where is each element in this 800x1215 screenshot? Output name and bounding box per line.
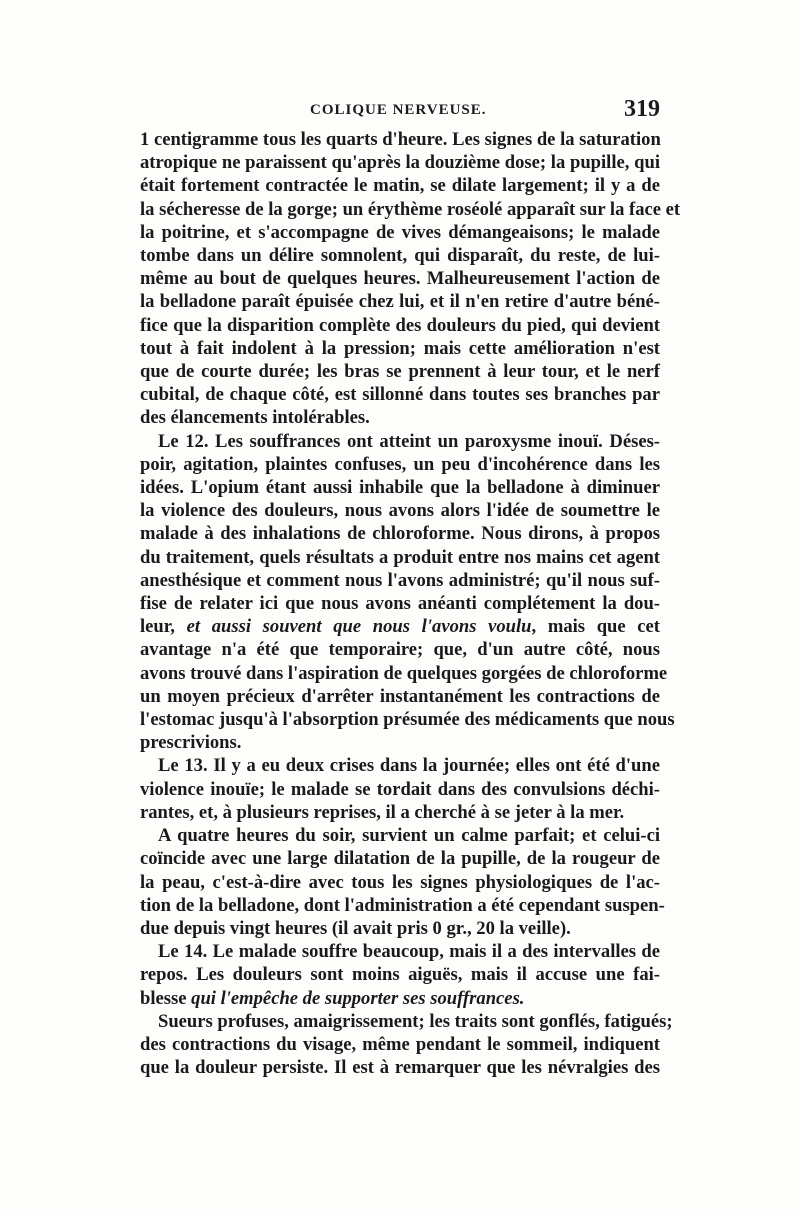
text-line: Le 13. Il y a eu deux crises dans la journée; elles ont été d'une	[158, 755, 660, 777]
text-line: que de courte durée; les bras se prennent à leur tour, et le nerf	[140, 361, 660, 383]
text-line: la belladone paraît épuisée chez lui, et il n'en retire d'autre béné-	[140, 291, 660, 313]
text-line: des élancements intolérables.	[140, 407, 370, 429]
paragraph	[140, 754, 660, 824]
text-line: coïncide avec une large dilatation de la pupille, de la rougeur de	[140, 848, 660, 870]
text-line: l'estomac jusqu'à l'absorption présumée des médicaments que nous	[140, 709, 675, 731]
text-line: idées. L'opium étant aussi inhabile que la belladone à diminuer	[140, 477, 660, 499]
text-line: malade à des inhalations de chloroforme. Nous dirons, à propos	[140, 523, 660, 545]
text-line: avantage n'a été que temporaire; que, d'un autre côté, nous	[140, 639, 660, 661]
text-run: leur,	[140, 616, 187, 638]
page-number: 319	[624, 96, 660, 122]
text-run: blesse	[140, 987, 192, 1009]
running-title: COLIQUE NERVEUSE.	[310, 102, 487, 118]
text-line: 1 centigramme tous les quarts d'heure. Les signes de la saturation	[140, 129, 661, 150]
text-line: repos. Les douleurs sont moins aiguës, mais il accuse une fai-	[140, 964, 660, 986]
italic-run: qui l'empêche de supporter ses souffrances.	[191, 987, 525, 1009]
text-line: la peau, c'est-à-dire avec tous les signes physiologiques de l'ac-	[140, 871, 660, 893]
text-line: tout à fait indolent à la pression; mais cette amélioration n'est	[140, 337, 660, 359]
paragraph	[140, 430, 675, 755]
paragraph	[140, 940, 660, 1010]
text-line: la violence des douleurs, nous avons alors l'idée de soumettre le	[140, 500, 660, 522]
text-line: cubital, de chaque côté, est sillonné dans toutes ses branches par	[140, 384, 660, 406]
text-line: atropique ne paraissent qu'après la douzième dose; la pupille, qui	[140, 152, 660, 174]
text-line: fice que la disparition complète des douleurs du pied, qui devient	[140, 314, 660, 336]
paragraph	[140, 824, 665, 940]
text-line: due depuis vingt heures (il avait pris 0 gr., 20 la veille).	[140, 917, 571, 939]
text-line: même au bout de quelques heures. Malheureusement l'action de	[140, 268, 660, 290]
text-line: du traitement, quels résultats a produit entre nos mains cet agent	[140, 546, 660, 568]
text-line: avons trouvé dans l'aspiration de quelques gorgées de chloroforme	[140, 662, 668, 684]
text-line: anesthésique et comment nous l'avons administré; qu'il nous suf-	[140, 569, 660, 591]
text-line: prescrivions.	[140, 732, 242, 754]
text-line: la poitrine, et s'accompagne de vives démangeaisons; le malade	[140, 221, 660, 243]
text-line: A quatre heures du soir, survient un calme parfait; et celui-ci	[158, 825, 660, 847]
text-line: la sécheresse de la gorge; un érythème roséolé apparaît sur la face et	[140, 198, 681, 220]
text-line: tion de la belladone, dont l'administration a été cependant suspen-	[140, 894, 665, 916]
paragraph	[140, 128, 681, 430]
text-line: Le 12. Les souffrances ont atteint un paroxysme inouï. Déses-	[158, 430, 660, 452]
text-line: Sueurs profuses, amaigrissement; les traits sont gonflés, fatigués;	[158, 1010, 673, 1032]
text-run: , mais que cet	[531, 616, 660, 638]
paragraph	[140, 1010, 673, 1080]
text-line: fise de relater ici que nous avons anéanti complétement la dou-	[140, 593, 660, 615]
text-line: rantes, et, à plusieurs reprises, il a cherché à se jeter à la mer.	[140, 801, 625, 823]
text-line: poir, agitation, plaintes confuses, un peu d'incohérence dans les	[140, 453, 660, 475]
text-line: tombe dans un délire somnolent, qui disparaît, du reste, de lui-	[140, 245, 660, 267]
text-line	[140, 987, 660, 1010]
text-line: des contractions du visage, même pendant le sommeil, indiquent	[140, 1033, 660, 1055]
text-line: était fortement contractée le matin, se dilate largement; il y a de	[140, 175, 660, 197]
text-line: violence inouïe; le malade se tordait dans des convulsions déchi-	[140, 778, 660, 800]
body-text	[140, 128, 681, 1079]
text-line: un moyen précieux d'arrêter instantanément les contractions de	[140, 685, 660, 707]
text-line	[140, 615, 660, 638]
text-line: que la douleur persiste. Il est à remarquer que les névralgies des	[140, 1057, 660, 1079]
text-line: Le 14. Le malade souffre beaucoup, mais il a des intervalles de	[158, 941, 660, 963]
italic-run: et aussi souvent que nous l'avons voulu	[186, 616, 532, 638]
running-head	[140, 96, 660, 124]
